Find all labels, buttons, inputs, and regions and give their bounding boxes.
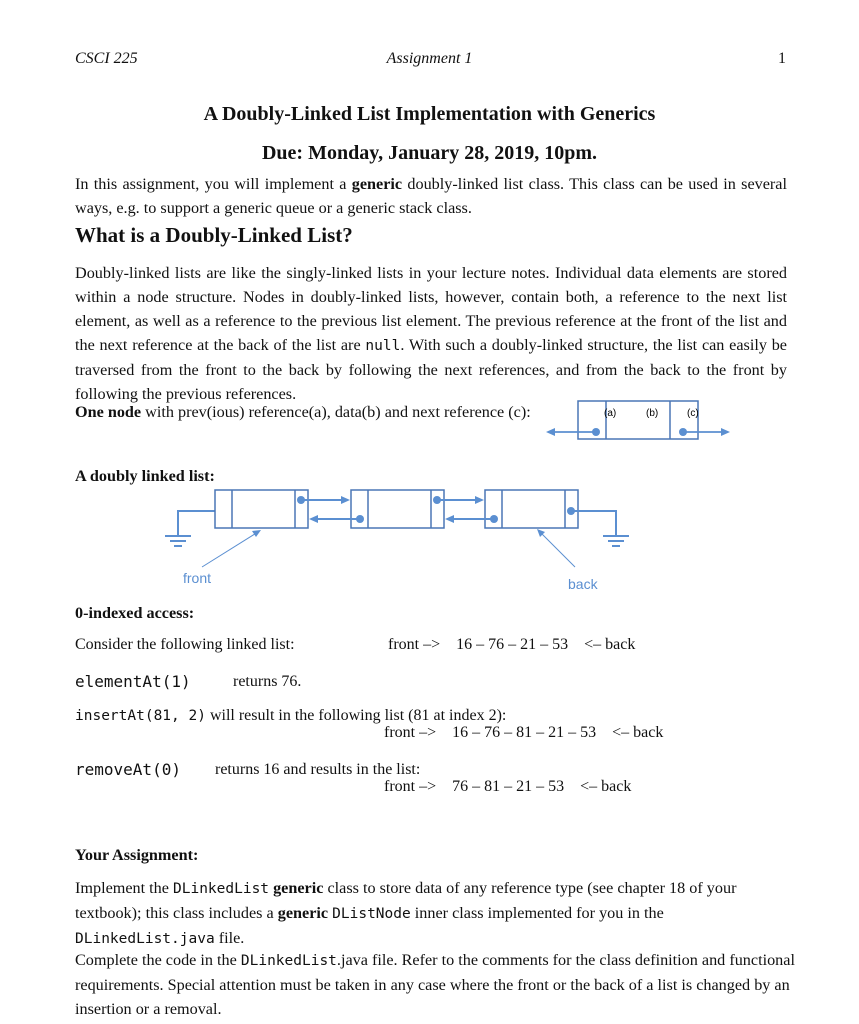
node-diagram-label: One node with prev(ious) reference(a), data(b) and next reference (c): <box>75 403 531 421</box>
section-heading: What is a Doubly-Linked List? <box>75 223 353 247</box>
example-list-1: front –> 16 – 76 – 21 – 53 <– back <box>388 636 636 653</box>
removeat-result: returns 16 and results in the list: <box>215 761 421 778</box>
intro-paragraph: In this assignment, you will implement a generic doubly-linked list class. This class can be used in several ways, e.g. to support a generic queue or a generic stack class. <box>75 175 787 217</box>
due-date: Due: Monday, January 28, 2019, 10pm. <box>261 142 598 164</box>
node-label-c: (c) <box>687 408 699 419</box>
access-heading: 0-indexed access: <box>75 604 195 622</box>
insertat-line: insertAt(81, 2) will result in the following list (81 at index 2): <box>75 707 507 724</box>
example-list-3: front –> 76 – 81 – 21 – 53 <– back <box>384 778 632 795</box>
list-node-1 <box>215 490 308 528</box>
document-title: A Doubly-Linked List Implementation with Generics <box>203 103 656 125</box>
assignment-paragraph-1: Implement the DLinkedList generic class to store data of any reference type (see chapter 18 of your textbook); this class includes a generic DListNode inner class implemented for you in the DLinkedList.java file. <box>75 879 737 947</box>
back-label: back <box>568 576 598 592</box>
header-doc-title: Assignment 1 <box>386 50 473 67</box>
header-course: CSCI 225 <box>75 50 138 67</box>
node-label-a: (a) <box>604 408 617 419</box>
linked-list-diagram <box>150 480 650 595</box>
node-label-b: (b) <box>646 408 659 419</box>
next-arrow-icon <box>721 428 730 436</box>
list-node-2 <box>351 490 444 528</box>
elementat-result: returns 76. <box>233 673 302 690</box>
front-label: front <box>183 570 212 586</box>
single-node-diagram <box>540 395 740 445</box>
code-removeat: removeAt(0) <box>75 760 181 779</box>
page-number: 1 <box>778 50 786 67</box>
assignment-heading: Your Assignment: <box>75 846 199 864</box>
example-list-2: front –> 16 – 76 – 81 – 21 – 53 <– back <box>384 724 664 741</box>
prev-arrow-icon <box>546 428 555 436</box>
section-paragraph: Doubly-linked lists are like the singly-linked lists in your lecture notes. Individual data elements are stored within a node structure. Nodes in doubly-linked lists, however, contain both, a reference to the next list element, as well as a reference to the previous list element. The previous reference at the front of the list and the next reference at the back of the list are null. With such a doubly-linked structure, the list can easily be traversed from the front to the back by following the next references, and from the back to the front by following the previous references. <box>75 264 787 403</box>
consider-text: Consider the following linked list: <box>75 636 295 653</box>
list-diagram-label: A doubly linked list: <box>75 467 215 485</box>
list-node-3 <box>485 490 578 528</box>
code-elementat: elementAt(1) <box>75 672 191 691</box>
assignment-paragraph-2: Complete the code in the DLinkedList.java file. Refer to the comments for the class definition and functional requirements. Special attention must be taken in any case where the front or the back of a list is changed by an insertion or a removal. <box>75 951 795 1018</box>
